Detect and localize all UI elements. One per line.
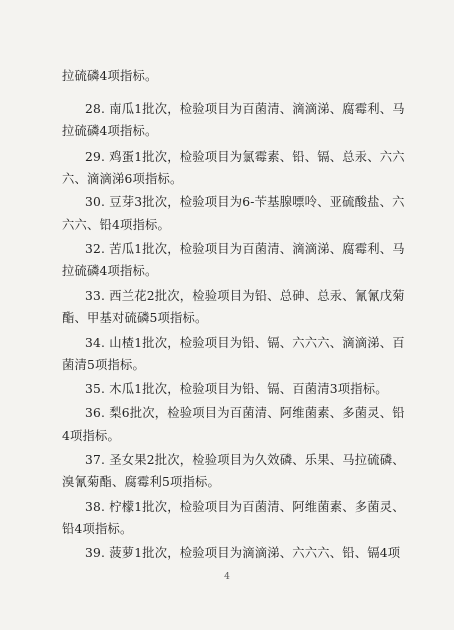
text-line: 六六、铅4项指标。 <box>62 218 170 232</box>
page-number: 4 <box>224 572 230 582</box>
text-line: 4项指标。 <box>62 429 121 443</box>
text-line: 32. 苦瓜1批次，检验项目为百菌清、滴滴涕、腐霉利、马 <box>85 242 405 256</box>
text-line: 39. 菠萝1批次，检验项目为滴滴涕、六六六、铅、镉4项 <box>85 546 401 560</box>
text-line: 28. 南瓜1批次，检验项目为百菌清、滴滴涕、腐霉利、马 <box>85 102 405 116</box>
text-line: 菌清5项指标。 <box>62 358 146 372</box>
text-line: 六、滴滴涕6项指标。 <box>62 172 183 186</box>
text-line: 35. 木瓜1批次，检验项目为铅、镉、百菌清3项指标。 <box>85 382 388 396</box>
text-line: 36. 梨6批次，检验项目为百菌清、阿维菌素、多菌灵、铅 <box>85 406 405 420</box>
text-line: 拉硫磷4项指标。 <box>62 124 158 138</box>
text-line: 30. 豆芽3批次，检验项目为6-苄基腺嘌呤、亚硫酸盐、六 <box>85 195 405 209</box>
text-line: 拉硫磷4项指标。 <box>62 264 158 278</box>
text-line: 29. 鸡蛋1批次，检验项目为氯霉素、铅、镉、总汞、六六 <box>85 150 405 164</box>
text-line: 38. 柠檬1批次，检验项目为百菌清、阿维菌素、多菌灵、 <box>85 500 405 514</box>
text-line: 37. 圣女果2批次，检验项目为久效磷、乐果、马拉硫磷、 <box>85 453 405 467</box>
text-line: 拉硫磷4项指标。 <box>62 69 158 83</box>
text-line: 溴氰菊酯、腐霉利5项指标。 <box>62 475 220 489</box>
text-line: 34. 山楂1批次，检验项目为铅、镉、六六六、滴滴涕、百 <box>85 336 405 350</box>
text-line: 铅4项指标。 <box>62 522 133 536</box>
text-line: 酯、甲基对硫磷5项指标。 <box>62 311 208 325</box>
text-line: 33. 西兰花2批次，检验项目为铅、总砷、总汞、氰氰戊菊 <box>85 289 405 303</box>
